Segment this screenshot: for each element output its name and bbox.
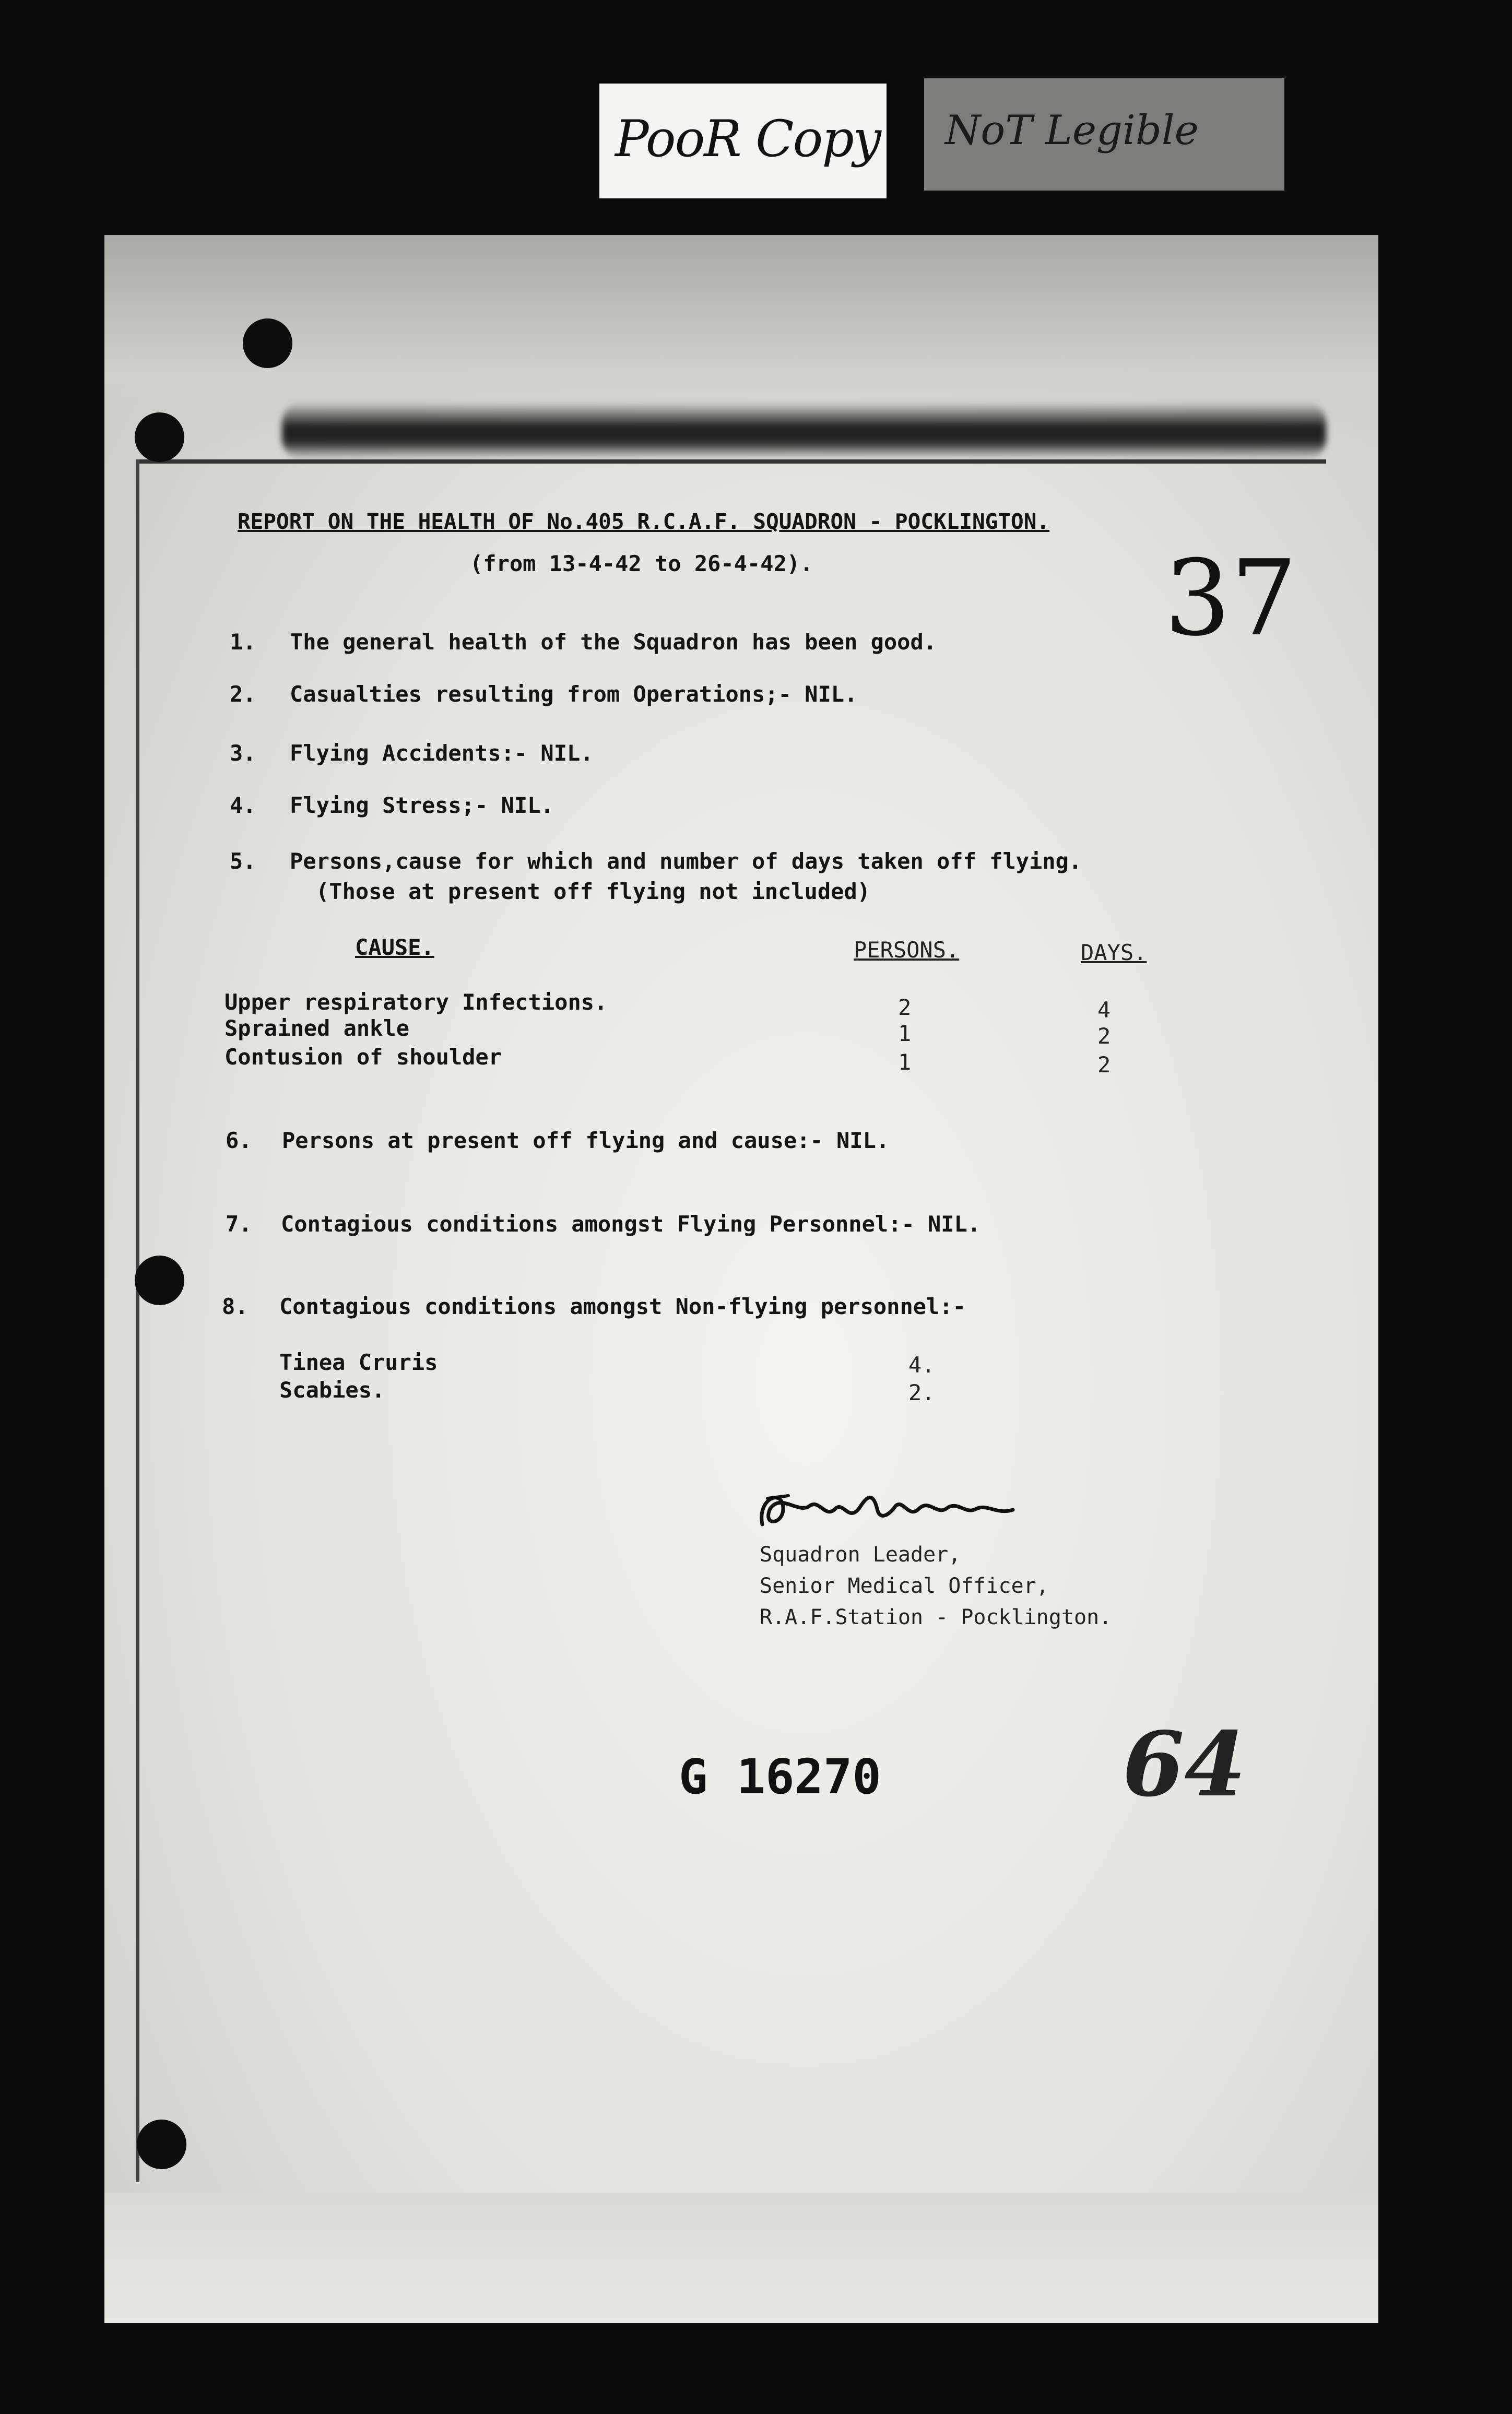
file-number: G 16270 bbox=[679, 1749, 881, 1805]
signature-line: Squadron Leader, bbox=[760, 1543, 961, 1567]
poor-copy-label: PooR Copy bbox=[615, 110, 881, 168]
report-period: (from 13-4-42 to 26-4-42). bbox=[470, 551, 813, 576]
item-text: Flying Stress;- NIL. bbox=[290, 792, 554, 818]
item-number: 4. bbox=[230, 792, 256, 818]
punch-hole-icon bbox=[135, 1256, 184, 1305]
table-header-persons: PERSONS. bbox=[854, 937, 960, 963]
item-number: 8. bbox=[222, 1294, 249, 1319]
item-number: 5. bbox=[230, 848, 256, 874]
condition-name: Tinea Cruris bbox=[279, 1350, 438, 1375]
page-border-top bbox=[136, 459, 1326, 464]
condition-name: Scabies. bbox=[279, 1377, 385, 1403]
item-text: Contagious conditions amongst Flying Personnel:- NIL. bbox=[281, 1211, 981, 1237]
page-bottom-band bbox=[104, 2193, 1378, 2323]
table-cell-persons: 1 bbox=[898, 1021, 912, 1046]
item-text: Persons,cause for which and number of days taken off flying. bbox=[290, 848, 1082, 874]
not-legible-stamp bbox=[924, 78, 1284, 191]
scan-dark-band bbox=[282, 402, 1326, 459]
item-number: 1. bbox=[230, 629, 256, 655]
item-text: Persons at present off flying and cause:- NIL. bbox=[282, 1128, 890, 1153]
item-text: Casualties resulting from Operations;- NIL. bbox=[290, 681, 858, 707]
item-number: 2. bbox=[230, 681, 256, 707]
item-text: Flying Accidents:- NIL. bbox=[290, 740, 594, 766]
table-header-cause: CAUSE. bbox=[355, 934, 434, 960]
condition-count: 2. bbox=[908, 1380, 935, 1405]
punch-hole-icon bbox=[137, 2120, 186, 2169]
not-legible-label: NoT Legible bbox=[945, 107, 1199, 154]
table-cell-days: 4 bbox=[1097, 997, 1111, 1023]
item-number: 7. bbox=[226, 1211, 252, 1237]
table-header-days: DAYS. bbox=[1081, 940, 1147, 965]
condition-count: 4. bbox=[908, 1352, 935, 1378]
poor-copy-stamp bbox=[599, 84, 887, 198]
table-cell-days: 2 bbox=[1097, 1052, 1111, 1078]
table-cell-persons: 2 bbox=[898, 995, 912, 1020]
signature-line: R.A.F.Station - Pocklington. bbox=[760, 1605, 1112, 1629]
item-number: 6. bbox=[226, 1128, 252, 1153]
item-text: The general health of the Squadron has been good. bbox=[290, 629, 937, 655]
punch-hole-icon bbox=[135, 412, 184, 462]
handwritten-page-number: 37 bbox=[1164, 538, 1297, 659]
handwritten-signature bbox=[752, 1477, 1023, 1545]
table-cell-cause: Contusion of shoulder bbox=[225, 1044, 502, 1070]
table-cell-persons: 1 bbox=[898, 1049, 912, 1075]
item-text: Contagious conditions amongst Non-flying personnel:- bbox=[279, 1294, 966, 1319]
table-cell-days: 2 bbox=[1097, 1023, 1111, 1049]
item-number: 3. bbox=[230, 740, 256, 766]
table-cell-cause: Sprained ankle bbox=[225, 1015, 410, 1041]
signature-line: Senior Medical Officer, bbox=[760, 1574, 1049, 1598]
page-border-left bbox=[136, 459, 139, 2182]
item-note: (Those at present off flying not included) bbox=[316, 879, 871, 904]
table-cell-cause: Upper respiratory Infections. bbox=[225, 989, 608, 1015]
report-title: REPORT ON THE HEALTH OF No.405 R.C.A.F. SQUADRON - POCKLINGTON. bbox=[238, 509, 1050, 534]
punch-hole-icon bbox=[243, 318, 292, 368]
handwritten-corner-number: 64 bbox=[1123, 1712, 1246, 1817]
